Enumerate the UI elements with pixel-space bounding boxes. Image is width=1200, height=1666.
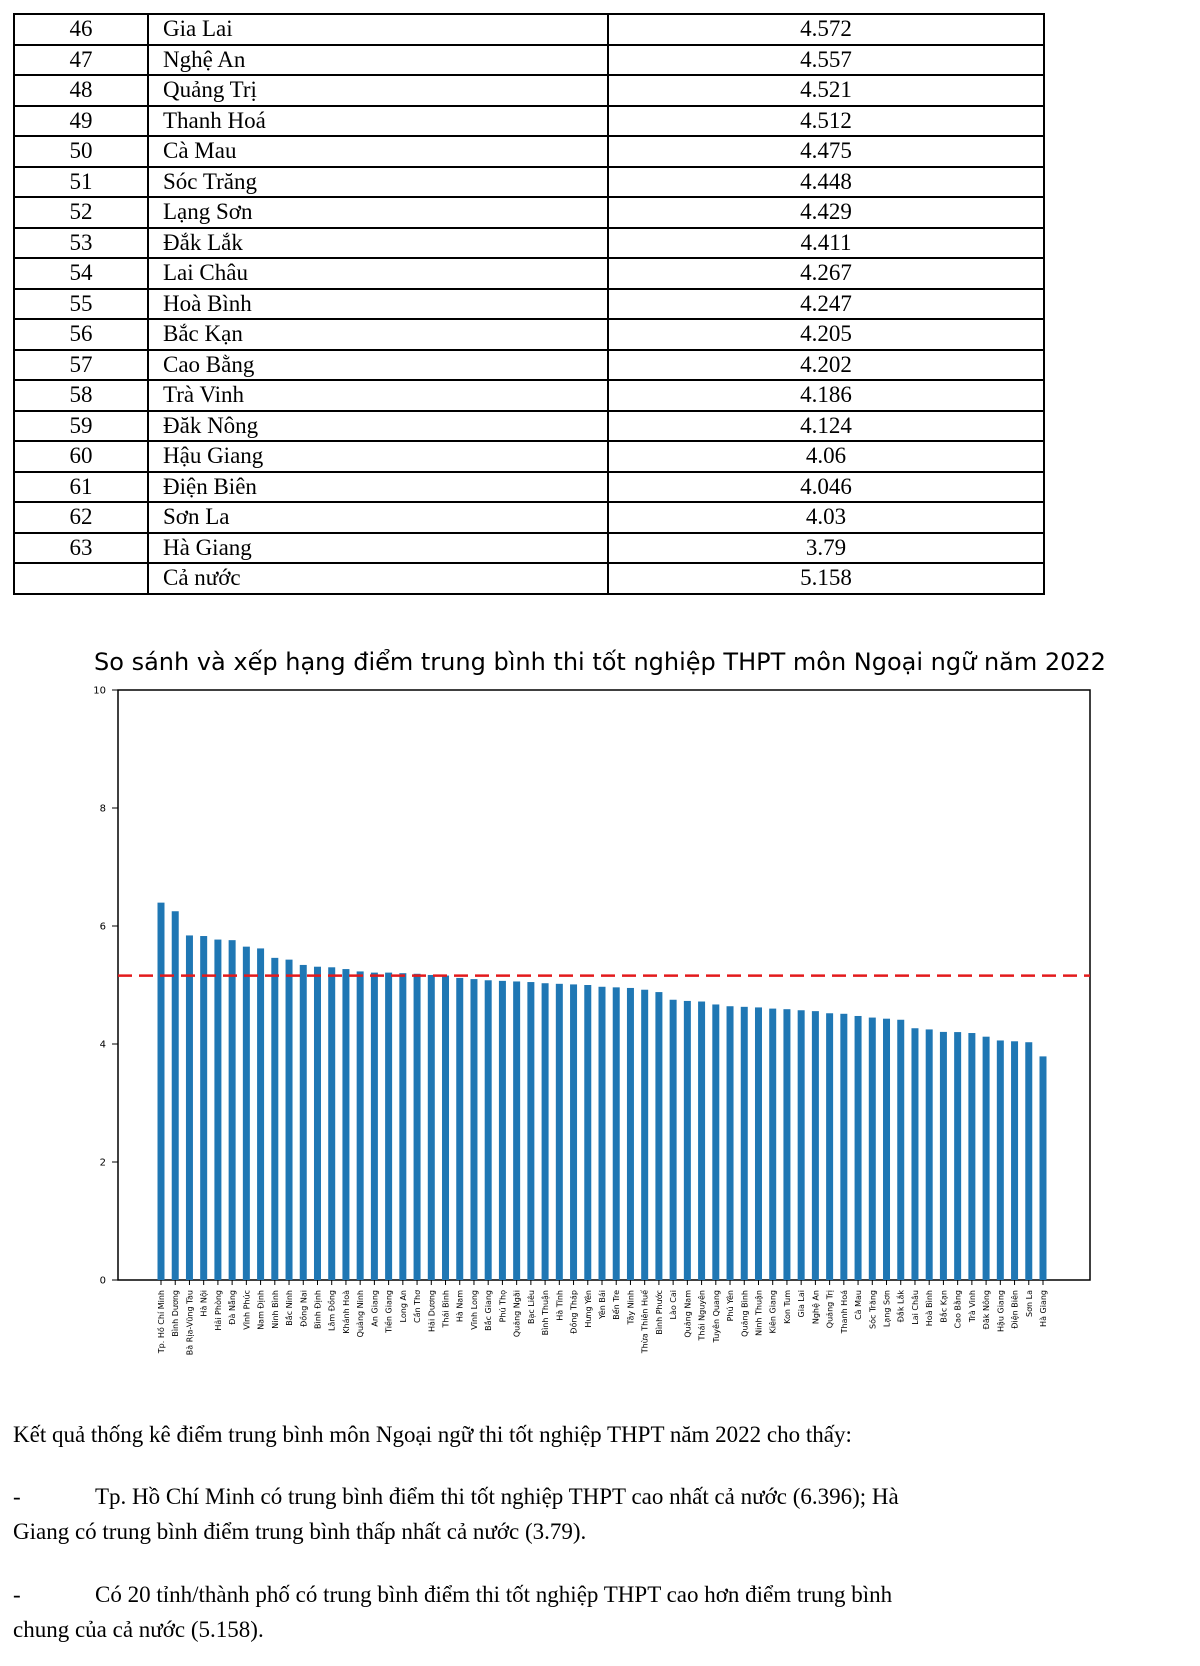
bar: [855, 1016, 862, 1280]
province-cell: Hậu Giang: [148, 441, 608, 472]
rank-cell: 58: [14, 380, 148, 411]
bar: [712, 1004, 719, 1280]
chart-title: So sánh và xếp hạng điểm trung bình thi tốt nghiệp THPT môn Ngoại ngữ năm 2022: [94, 648, 1106, 676]
bar: [655, 992, 662, 1280]
x-tick-label: Tiền Giang: [384, 1290, 394, 1333]
table-row: [14, 350, 1044, 381]
x-tick-label: Trà Vinh: [967, 1290, 977, 1323]
x-tick-label: Ninh Thuận: [754, 1290, 764, 1336]
bar: [414, 974, 421, 1280]
x-tick-label: Yên Bái: [598, 1290, 607, 1319]
x-tick-label: Nam Định: [256, 1290, 266, 1330]
rank-cell: [14, 563, 148, 594]
table-row: [14, 319, 1044, 350]
y-tick-label: 0: [99, 1275, 106, 1287]
bar: [897, 1020, 904, 1280]
table-row: [14, 75, 1044, 106]
bar: [769, 1009, 776, 1280]
province-cell: Cao Bằng: [148, 350, 608, 381]
bar: [214, 940, 221, 1280]
bar: [641, 990, 648, 1280]
province-cell: Sơn La: [148, 502, 608, 533]
score-cell: 3.79: [608, 533, 1044, 564]
score-cell: 4.448: [608, 167, 1044, 198]
x-tick-label: Lai Châu: [910, 1290, 920, 1325]
rank-cell: 51: [14, 167, 148, 198]
bullet-2-line-1: [13, 1578, 892, 1612]
score-cell: 4.411: [608, 228, 1044, 259]
x-tick-label: Đồng Nai: [299, 1290, 309, 1327]
province-cell: Đăk Nông: [148, 411, 608, 442]
x-tick-label: Ninh Bình: [270, 1290, 280, 1329]
bar: [200, 936, 207, 1280]
table-row: [14, 228, 1044, 259]
x-tick-label: Bắc Kạn: [939, 1290, 949, 1323]
bar: [670, 1000, 677, 1280]
y-tick-label: 4: [99, 1039, 106, 1051]
province-cell: Hà Giang: [148, 533, 608, 564]
rank-cell: 57: [14, 350, 148, 381]
x-tick-label: Đồng Tháp: [569, 1290, 579, 1334]
x-tick-label: Phú Yên: [726, 1290, 736, 1322]
province-cell: Lạng Sơn: [148, 197, 608, 228]
table-row: [14, 563, 1044, 594]
bar: [812, 1011, 819, 1280]
x-tick-label: Cà Mau: [854, 1290, 864, 1320]
x-tick-label: Hải Phòng: [213, 1290, 223, 1331]
bar: [328, 967, 335, 1280]
x-tick-label: Bắc Ninh: [285, 1290, 295, 1326]
table-row: [14, 45, 1044, 76]
bar: [584, 985, 591, 1280]
x-tick-label: Bà Rịa-Vũng Tàu: [185, 1290, 195, 1356]
bar: [257, 948, 264, 1280]
x-tick-label: Tp. Hồ Chí Minh: [157, 1290, 166, 1354]
bar: [271, 958, 278, 1280]
score-cell: 4.06: [608, 441, 1044, 472]
bar: [286, 960, 293, 1280]
bar: [826, 1013, 833, 1280]
bar: [926, 1029, 933, 1280]
x-tick-label: Sóc Trăng: [868, 1290, 878, 1329]
x-tick-label: Đăk Nông: [982, 1290, 992, 1330]
x-tick-label: Vĩnh Long: [469, 1290, 479, 1330]
score-cell: 4.475: [608, 136, 1044, 167]
bullet-1-line-1: [13, 1480, 899, 1514]
bar: [570, 984, 577, 1280]
x-tick-label: An Giang: [370, 1290, 380, 1327]
bar: [499, 981, 506, 1280]
bar: [243, 947, 250, 1280]
y-tick-label: 8: [99, 803, 106, 815]
score-cell: 4.046: [608, 472, 1044, 503]
bar: [698, 1002, 705, 1280]
rank-cell: 59: [14, 411, 148, 442]
score-cell: 4.557: [608, 45, 1044, 76]
x-tick-label: Hậu Giang: [996, 1290, 1006, 1333]
rank-cell: 55: [14, 289, 148, 320]
bar: [442, 976, 449, 1280]
table-row: [14, 136, 1044, 167]
x-tick-label: Tây Ninh: [626, 1290, 636, 1325]
bar: [428, 975, 435, 1280]
score-cell: 4.186: [608, 380, 1044, 411]
bar: [968, 1033, 975, 1280]
bar: [371, 973, 378, 1280]
province-cell: Hoà Bình: [148, 289, 608, 320]
bar: [527, 982, 534, 1280]
bar: [229, 940, 236, 1280]
x-tick-label: Bình Dương: [171, 1290, 181, 1337]
rank-cell: 50: [14, 136, 148, 167]
bullet-1-text: Tp. Hồ Chí Minh có trung bình điểm thi tốt nghiệp THPT cao nhất cả nước (6.396); Hà: [95, 1484, 899, 1509]
bar: [727, 1006, 734, 1280]
province-cell: Bắc Kạn: [148, 319, 608, 350]
table-row: [14, 289, 1044, 320]
rank-cell: 46: [14, 14, 148, 45]
bar: [869, 1018, 876, 1280]
score-cell: 4.267: [608, 258, 1044, 289]
x-tick-label: Bình Định: [313, 1290, 323, 1329]
province-cell: Trà Vinh: [148, 380, 608, 411]
x-tick-label: Quảng Trị: [825, 1290, 835, 1329]
table-row: [14, 533, 1044, 564]
province-cell: Lai Châu: [148, 258, 608, 289]
x-tick-label: Tuyên Quang: [711, 1290, 721, 1343]
x-tick-label: Hà Tĩnh: [555, 1290, 565, 1321]
x-tick-label: Thừa Thiên Huế: [640, 1290, 650, 1354]
score-cell: 4.572: [608, 14, 1044, 45]
score-cell: 4.03: [608, 502, 1044, 533]
bar: [755, 1007, 762, 1280]
x-tick-label: Bạc Liêu: [526, 1290, 536, 1325]
province-cell: Sóc Trăng: [148, 167, 608, 198]
x-tick-label: Thái Nguyên: [697, 1290, 707, 1341]
bar: [613, 987, 620, 1280]
bar: [983, 1037, 990, 1280]
score-cell: 4.429: [608, 197, 1044, 228]
ranking-table-body: [14, 14, 1044, 594]
bar: [684, 1001, 691, 1280]
rank-cell: 56: [14, 319, 148, 350]
x-tick-label: Lào Cai: [669, 1290, 679, 1320]
x-tick-label: Hà Nam: [455, 1290, 465, 1323]
bullet-2-line-2: chung của cả nước (5.158).: [13, 1617, 264, 1642]
province-cell: Gia Lai: [148, 14, 608, 45]
province-cell: Quảng Trị: [148, 75, 608, 106]
x-tick-label: Phú Thọ: [498, 1290, 508, 1323]
province-cell: Thanh Hoá: [148, 106, 608, 137]
x-tick-label: Cao Bằng: [953, 1290, 963, 1329]
x-tick-label: Đắk Lắk: [896, 1290, 906, 1323]
x-tick-label: Quảng Ninh: [356, 1290, 366, 1338]
bar: [470, 979, 477, 1280]
bar: [556, 984, 563, 1280]
table-row: [14, 197, 1044, 228]
bar: [627, 988, 634, 1280]
bar: [798, 1010, 805, 1280]
bar-chart: [0, 640, 1200, 1400]
score-cell: 4.247: [608, 289, 1044, 320]
bar: [186, 935, 193, 1280]
bar: [954, 1032, 961, 1280]
bar: [485, 980, 492, 1280]
bar: [840, 1014, 847, 1280]
x-tick-label: Bình Thuận: [541, 1290, 551, 1336]
province-cell: Điện Biên: [148, 472, 608, 503]
bar: [542, 983, 549, 1280]
x-tick-label: Kiên Giang: [768, 1290, 778, 1334]
bar: [513, 981, 520, 1280]
rank-cell: 63: [14, 533, 148, 564]
y-tick-label: 6: [99, 921, 106, 933]
rank-cell: 49: [14, 106, 148, 137]
x-tick-label: Quảng Nam: [683, 1290, 693, 1338]
y-tick-label: 2: [99, 1157, 106, 1169]
rank-cell: 54: [14, 258, 148, 289]
x-tick-label: Bắc Giang: [484, 1290, 494, 1331]
score-cell: 4.124: [608, 411, 1044, 442]
x-tick-label: Kon Tum: [782, 1290, 792, 1324]
table-row: [14, 167, 1044, 198]
x-tick-label: Nghệ An: [811, 1290, 821, 1325]
x-tick-label: Gia Lai: [797, 1290, 807, 1318]
bar: [997, 1040, 1004, 1280]
score-cell: 4.512: [608, 106, 1044, 137]
bar: [911, 1028, 918, 1280]
table-row: [14, 380, 1044, 411]
bar: [741, 1007, 748, 1280]
bar: [456, 978, 463, 1280]
x-tick-label: Thái Bình: [441, 1290, 451, 1328]
bar: [357, 971, 364, 1280]
x-tick-label: Hoà Bình: [925, 1290, 935, 1327]
x-tick-label: Hưng Yên: [583, 1290, 593, 1328]
province-cell: Đắk Lắk: [148, 228, 608, 259]
bullet-2-text: Có 20 tỉnh/thành phố có trung bình điểm thi tốt nghiệp THPT cao hơn điểm trung bình: [95, 1582, 893, 1607]
bar: [783, 1009, 790, 1280]
intro-paragraph: Kết quả thống kê điểm trung bình môn Ngoại ngữ thi tốt nghiệp THPT năm 2022 cho thấy:: [13, 1422, 852, 1447]
x-tick-label: Lâm Đồng: [327, 1290, 337, 1331]
table-row: [14, 441, 1044, 472]
province-cell: Nghệ An: [148, 45, 608, 76]
table-row: [14, 14, 1044, 45]
rank-cell: 48: [14, 75, 148, 106]
x-tick-label: Hà Giang: [1039, 1290, 1048, 1327]
rank-cell: 62: [14, 502, 148, 533]
table-row: [14, 106, 1044, 137]
ranking-table: [13, 13, 1045, 595]
rank-cell: 53: [14, 228, 148, 259]
bar: [172, 911, 179, 1280]
x-tick-label: Long An: [398, 1290, 408, 1323]
y-tick-label: 10: [93, 685, 106, 697]
score-cell: 5.158: [608, 563, 1044, 594]
x-tick-label: Quảng Bình: [740, 1290, 750, 1337]
x-tick-label: Hà Nội: [199, 1290, 209, 1317]
table-row: [14, 411, 1044, 442]
score-cell: 4.205: [608, 319, 1044, 350]
x-tick-label: Thanh Hoá: [839, 1290, 849, 1334]
x-tick-label: Vĩnh Phúc: [242, 1290, 252, 1330]
bar: [385, 973, 392, 1280]
bar: [300, 965, 307, 1280]
bar: [1025, 1042, 1032, 1280]
province-cell: Cả nước: [148, 563, 608, 594]
bar: [158, 903, 165, 1280]
rank-cell: 61: [14, 472, 148, 503]
table-row: [14, 258, 1044, 289]
x-tick-label: Sơn La: [1024, 1290, 1034, 1317]
x-tick-label: Đà Nẵng: [228, 1290, 238, 1325]
bar: [342, 969, 349, 1280]
rank-cell: 47: [14, 45, 148, 76]
x-tick-label: Khánh Hoà: [341, 1290, 351, 1334]
bullet-1-line-2: Giang có trung bình điểm trung bình thấp nhất cả nước (3.79).: [13, 1519, 587, 1544]
x-tick-label: Bến Tre: [612, 1290, 622, 1320]
x-tick-label: Hải Dương: [427, 1290, 437, 1332]
x-tick-label: Bình Phước: [654, 1290, 664, 1335]
x-tick-label: Điện Biên: [1010, 1290, 1020, 1329]
bar: [883, 1019, 890, 1280]
bar: [1040, 1056, 1047, 1280]
bullet-mark: -: [13, 1484, 21, 1509]
rank-cell: 60: [14, 441, 148, 472]
rank-cell: 52: [14, 197, 148, 228]
bar: [399, 973, 406, 1280]
x-tick-label: Lạng Sơn: [882, 1290, 892, 1328]
score-cell: 4.202: [608, 350, 1044, 381]
score-cell: 4.521: [608, 75, 1044, 106]
x-tick-label: Cần Thơ: [413, 1290, 423, 1323]
bar: [599, 987, 606, 1280]
bar: [314, 967, 321, 1280]
table-row: [14, 472, 1044, 503]
x-tick-label: Quảng Ngãi: [512, 1290, 522, 1338]
bullet-mark: -: [13, 1582, 21, 1607]
table-row: [14, 502, 1044, 533]
province-cell: Cà Mau: [148, 136, 608, 167]
bar: [940, 1032, 947, 1280]
bar: [1011, 1041, 1018, 1280]
